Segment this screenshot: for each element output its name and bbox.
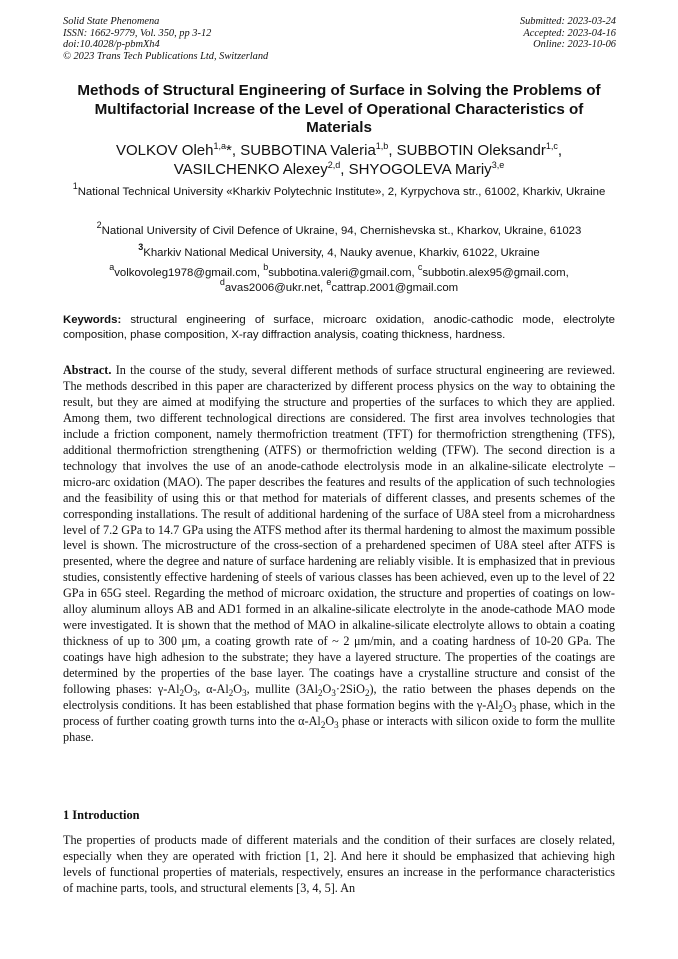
author: VOLKOV Oleh$^{1,a}$*, <box>115 141 241 159</box>
abstract-label: Abstract. <box>63 363 112 377</box>
email-link[interactable]: subbotina.valeri@gmail.com <box>268 267 412 279</box>
affiliation: $^2$National University of Civil Defence of Ukraine, 94, Chernishevska st., Kharkov, Ukraine, 61023 <box>96 220 582 237</box>
affiliation: $^3$Kharkiv National Medical University, 4, Nauky avenue, Kharkiv, 61022, Ukraine <box>138 242 540 259</box>
online-date: Online: 2023-10-06 <box>533 39 616 51</box>
affiliation: $^1$National Technical University «Kharkiv Polytechnic Institute», 2, Kyrpychova str., 61002, Kharkiv, Ukraine <box>72 181 606 198</box>
accepted-date: Accepted: 2023-04-16 <box>523 27 616 39</box>
journal-info <box>63 16 268 62</box>
doi-line[interactable]: doi:10.4028/p-pbmXh4 <box>63 39 160 51</box>
author: SUBBOTINA Valeria$^{1,b}$, <box>240 141 397 159</box>
issn-line: ISSN: 1662-9779, Vol. 350, pp 3-12 <box>63 27 212 39</box>
abstract-section: Abstract. In the course of the study, several different methods of surface structural engineering are reviewed. The methods described in this paper are characterized by different process physics on the way to obtaining the result, but they are aimed at modifying the structure and properties of the surfaces to which they are applied. Among them, two different technological directions are considered. The first area involves technologies that include a friction component, namely thermofriction treatment (TFT) for thermofriction strengthening (TFS), additional thermofriction strengthening (ATFS) or thermofriction welding (TFW). The second direction is a technology that involves the use of an anode-cathode electrolysis mode in an alkaline-silicate electrolyte – micro-arc oxidation (MAO). The paper describes the features and results of the application of such technologies and the feasibility of using this or that method for materials of different classes, and presents schemes of the corresponding installations. The result of additional hardening of the surface of U8A steel from a microhardness level of 7.2 GPa to 14.7 GPa using the ATFS method after its thermal hardening to almost the maximum possible level is shown. The microstructure of the cross-section of a prehardened specimen of U8A steel after ATFS is presented, where the degree and nature of surface hardening are reliably visible. It is emphasized that in previous studies, consistently effective hardening of steels of various classes has been achieved, even up to the level of 22 GPa in 65G steel. Regarding the method of microarc oxidation, the structure and properties of coatings on low-alloy aluminum alloys AB and AD1 formed in an alkaline-silicate electrolyte in the anode-cathode MAO mode were investigated. It is shown that the method of MAO in alkaline-silicate electrolyte allows to obtain a coating thickness of up to 300 μm, a coating growth rate of ~ 2 μm/min, and a coating hardness of 10-20 GPa. The coatings have high adhesion to the substrate; they have a layered structure. The properties of the coatings are determined by the properties of the base layer. The coatings have a crystalline structure and consist of the following phases: $\gamma-Al_2O_3$, $\alpha-Al_2O_3$, mullite $(3Al_2O_3\cdot 2SiO_2)$, the ratio between the phases depends on the electrolysis conditions. It has been established that phase formation begins with the $\gamma-Al_2O_3$ phase, which in the process of further coating growth turns into the $\alpha-Al_2O_3$ phase or interacts with silicon oxide to form the mullite phase. <box>63 363 616 744</box>
email-link[interactable]: subbotin.alex95@gmail.com <box>422 267 566 279</box>
keywords-text: structural engineering of surface, microarc oxidation, anodic-cathodic mode, electrolyte composition, phase composition, X-ray diffraction analysis, coating thickness, hardness. <box>63 314 616 341</box>
keywords-label: Keywords: <box>63 314 122 326</box>
dates-info <box>520 16 616 51</box>
email-list: $^a$volkovoleg1978@gmail.com, $^b$subbotina.valeri@gmail.com, $^c$subbotin.alex95@gmail.com, $^d$avas2006@ukr.net, $^e$cattrap.2001@gmail.com <box>109 262 569 294</box>
submitted-date: Submitted: 2023-03-24 <box>519 16 616 27</box>
section-heading: 1 Introduction <box>63 808 140 822</box>
author: SUBBOTIN Oleksandr$^{1,c}$, <box>396 141 563 159</box>
intro-paragraph: The properties of products made of different materials and the condition of their surfaces are closely related, especially when they are operated with friction [1, 2]. And here it should be emphasized that achieving high levels of functional properties of materials, respectively, ensures an increase in the performance characteristics of machine parts, tools, and structural elements [3, 4, 5]. An <box>63 833 615 895</box>
journal-name: Solid State Phenomena <box>63 16 160 27</box>
keywords-section <box>63 313 615 342</box>
email-link[interactable]: volkovoleg1978@gmail.com <box>114 267 257 279</box>
author-list <box>60 142 618 179</box>
email-link[interactable]: avas2006@ukr.net <box>224 281 321 294</box>
author: SHYOGOLEVA Mariy$^{3,e}$ <box>348 159 505 178</box>
paper-title: Methods of Structural Engineering of Surface in Solving the Problems of Multifactorial Increase of the Level of Operational Characteristics of Materials <box>77 82 601 137</box>
copyright-line: © 2023 Trans Tech Publications Ltd, Switzerland <box>63 50 269 62</box>
author: VASILCHENKO Alexey$^{2,d}$, <box>173 159 349 178</box>
email-link[interactable]: cattrap.2001@gmail.com <box>331 281 459 294</box>
